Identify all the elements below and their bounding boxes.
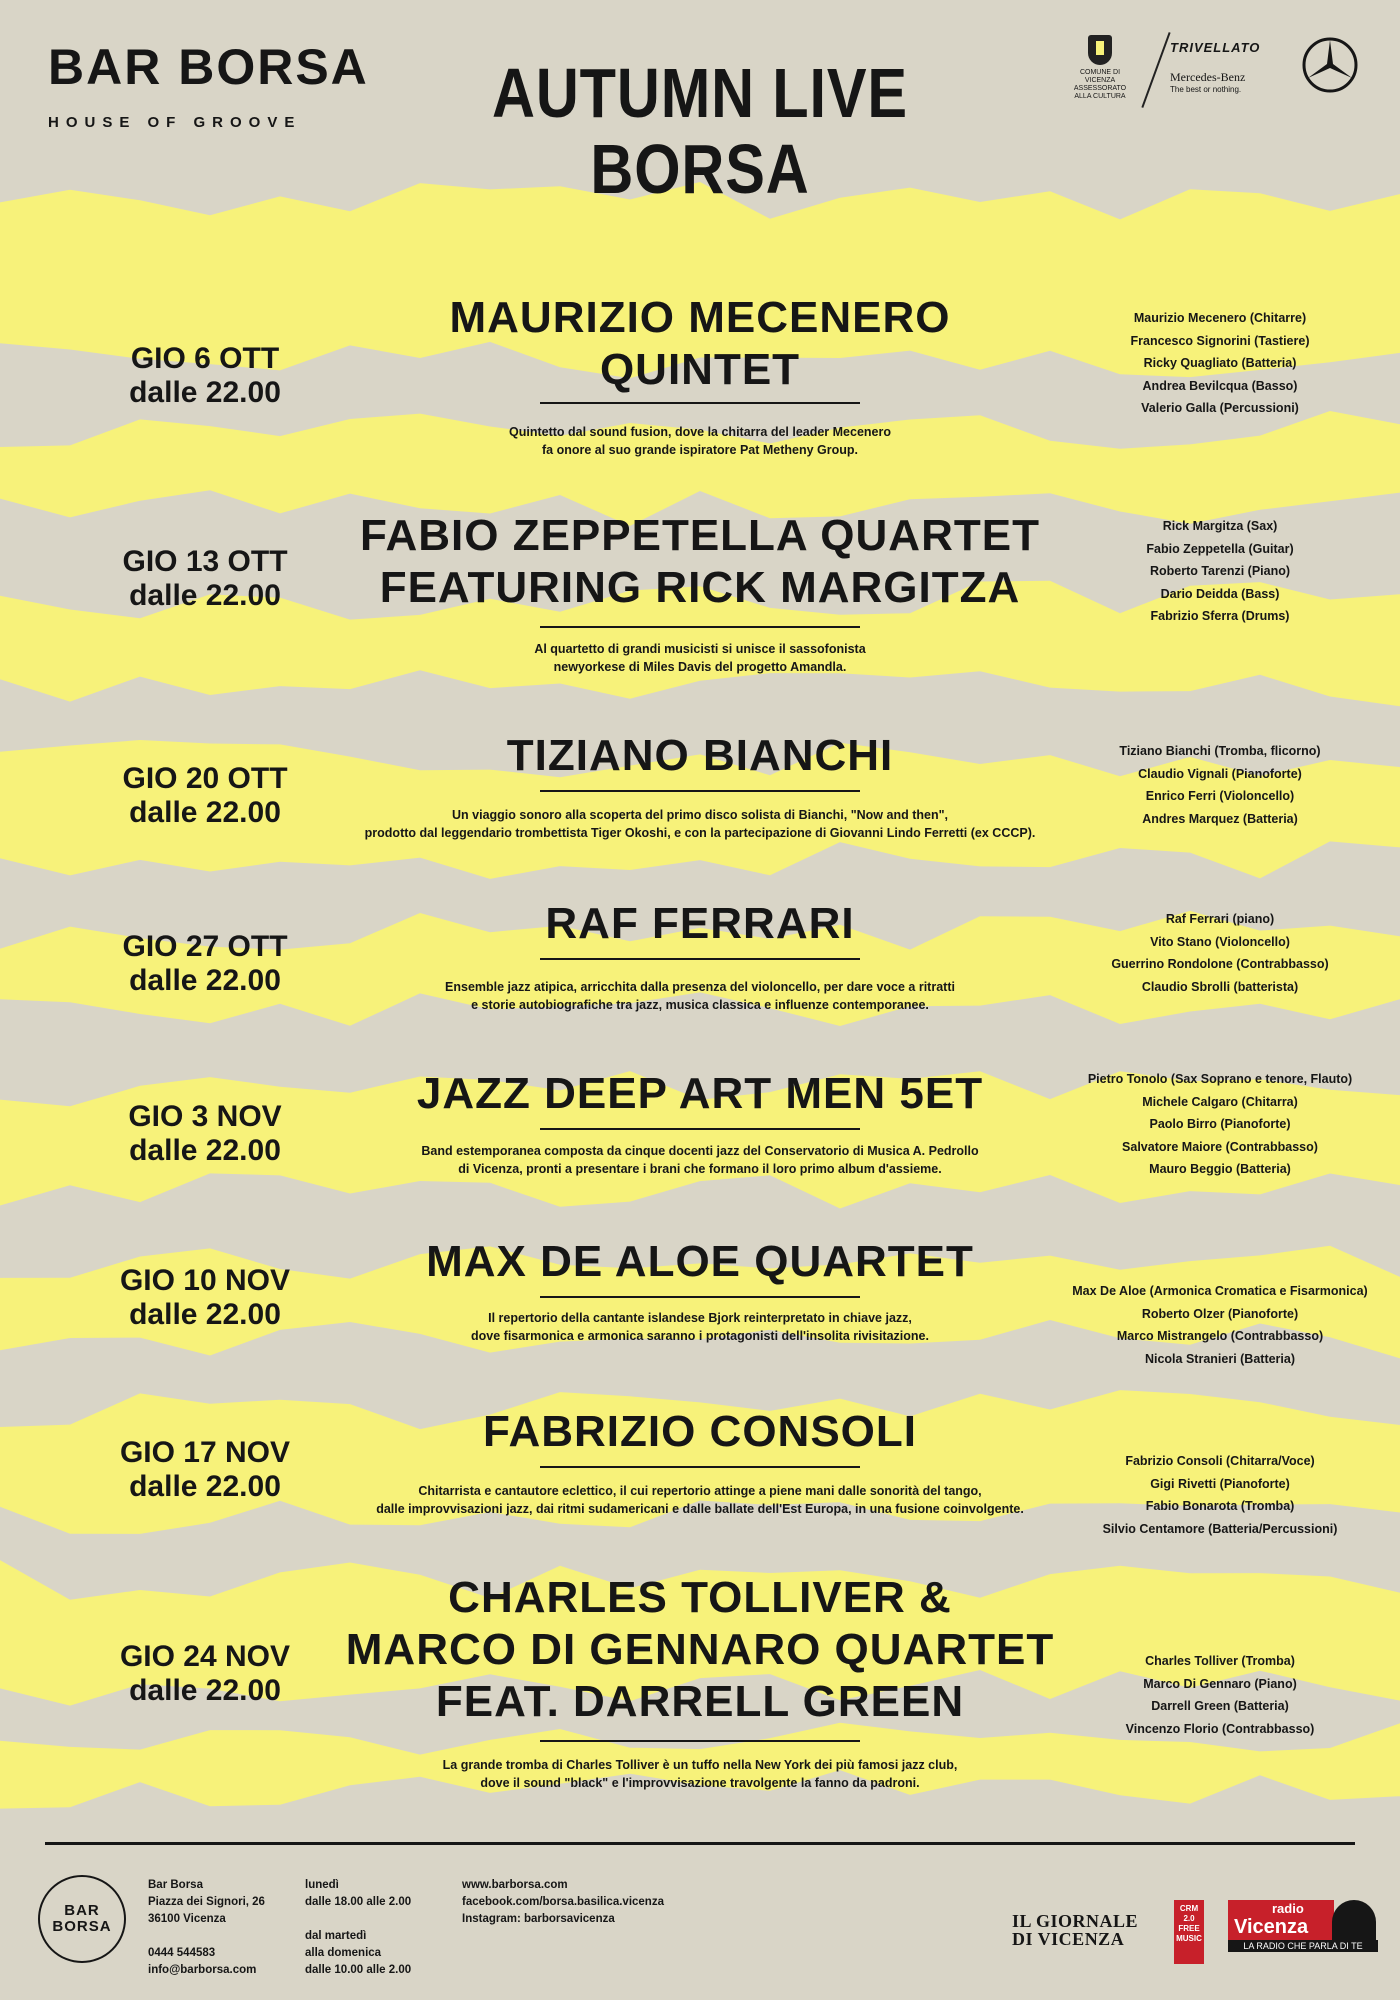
page-title bbox=[462, 55, 938, 207]
spacer bbox=[305, 1911, 411, 1928]
member: Marco Di Gennaro (Piano) bbox=[1143, 1676, 1297, 1691]
event-title bbox=[340, 1406, 1060, 1458]
member: Valerio Galla (Percussioni) bbox=[1141, 401, 1299, 416]
mercedes-star-icon bbox=[1300, 35, 1360, 95]
event-description bbox=[320, 1309, 1080, 1345]
stamp-line: BAR bbox=[64, 1902, 100, 1919]
event-title-line: MAX DE ALOE QUARTET bbox=[426, 1237, 974, 1286]
event-day: GIO 20 OTT bbox=[122, 762, 288, 795]
description-line: dalle improvvisazioni jazz, dai ritmi sudamericani e dalle ballate dell'Est Europa, in una fusione coinvolgente. bbox=[376, 1502, 1024, 1516]
page-title-line2: BORSA bbox=[590, 130, 810, 208]
member: Andres Marquez (Batteria) bbox=[1142, 811, 1298, 826]
member: Claudio Vignali (Pianoforte) bbox=[1138, 766, 1302, 781]
title-underline bbox=[540, 402, 860, 404]
description-line: Un viaggio sonoro alla scoperta del primo disco solista di Bianchi, "Now and then", bbox=[452, 808, 948, 822]
member: Enrico Ferri (Violoncello) bbox=[1145, 789, 1295, 804]
comune-vicenza-logo bbox=[1070, 35, 1130, 101]
phone-number: 0444 544583 bbox=[148, 1947, 216, 1959]
member: Fabio Bonarota (Tromba) bbox=[1145, 1499, 1295, 1514]
event-title bbox=[340, 1068, 1060, 1120]
trivellato-logo: TRIVELLATO bbox=[1170, 40, 1261, 55]
footer-divider bbox=[45, 1842, 1355, 1845]
description-line: dove fisarmonica e armonica saranno i protagonisti dell'insolita rivisitazione. bbox=[471, 1329, 929, 1343]
crm-line: FREE bbox=[1178, 1924, 1200, 1933]
member-list bbox=[1050, 1450, 1390, 1540]
event-day: GIO 24 NOV bbox=[119, 1640, 291, 1673]
event-title-line: JAZZ DEEP ART MEN 5ET bbox=[416, 1069, 984, 1118]
event-description bbox=[320, 806, 1080, 842]
event-description bbox=[320, 1756, 1080, 1792]
address-line: 36100 Vicenza bbox=[148, 1913, 226, 1925]
member: Roberto Olzer (Pianoforte) bbox=[1141, 1306, 1299, 1321]
comune-dept: ASSESSORATO ALLA CULTURA bbox=[1073, 85, 1127, 100]
event-description bbox=[320, 1482, 1080, 1518]
event-description bbox=[320, 978, 1080, 1014]
bar-borsa-stamp-logo bbox=[38, 1875, 126, 1963]
event-title bbox=[340, 1236, 1060, 1288]
radio-badge bbox=[1228, 1900, 1334, 1940]
event-title-line: FABIO ZEPPETELLA QUARTET bbox=[360, 511, 1040, 560]
giornale-line: IL GIORNALE bbox=[1012, 1911, 1139, 1931]
member-list bbox=[1050, 307, 1390, 420]
event-day: GIO 13 OTT bbox=[122, 545, 288, 578]
event-title-line: FEATURING RICK MARGITZA bbox=[379, 563, 1021, 612]
hours-line: dalle 18.00 alle 2.00 bbox=[305, 1896, 412, 1908]
crm-free-music-logo bbox=[1174, 1900, 1204, 1964]
member: Raf Ferrari (piano) bbox=[1165, 912, 1275, 926]
event-title bbox=[340, 510, 1060, 614]
spacer bbox=[148, 1928, 265, 1945]
member: Ricky Quagliato (Batteria) bbox=[1143, 356, 1297, 371]
hours-line: lunedì bbox=[305, 1879, 339, 1891]
member: Nicola Stranieri (Batteria) bbox=[1144, 1351, 1296, 1366]
member: Tiziano Bianchi (Tromba, flicorno) bbox=[1119, 744, 1321, 758]
description-line: Band estemporanea composta da cinque docenti jazz del Conservatorio di Musica A. Pedrollo bbox=[421, 1144, 979, 1158]
event-title-line: RAF FERRARI bbox=[545, 899, 855, 948]
website-link[interactable]: www.barborsa.com bbox=[462, 1879, 568, 1891]
event-title-line: FEAT. DARRELL GREEN bbox=[435, 1677, 965, 1726]
page-title-line1: AUTUMN LIVE bbox=[492, 54, 908, 132]
member-list bbox=[1050, 1650, 1390, 1740]
brand-logo: BAR BORSA bbox=[48, 39, 369, 95]
title-underline bbox=[540, 1128, 860, 1130]
event-day: GIO 10 NOV bbox=[119, 1264, 291, 1297]
event-description bbox=[320, 1142, 1080, 1178]
event-time: dalle 22.00 bbox=[129, 376, 281, 409]
member: Paolo Birro (Pianoforte) bbox=[1149, 1117, 1291, 1132]
event-title-line: CHARLES TOLLIVER & bbox=[448, 1573, 952, 1622]
brand-tagline: HOUSE OF GROOVE bbox=[48, 114, 302, 131]
giornale-line: DI VICENZA bbox=[1012, 1929, 1125, 1949]
radio-wave-icon bbox=[1332, 1900, 1376, 1940]
member: Fabio Zeppetella (Guitar) bbox=[1146, 541, 1294, 556]
event-title-line: QUINTET bbox=[599, 345, 801, 394]
description-line: newyorkese di Miles Davis del progetto Amandla. bbox=[553, 660, 847, 674]
crm-line: CRM bbox=[1179, 1904, 1199, 1913]
member: Rick Margitza (Sax) bbox=[1162, 519, 1278, 533]
stamp-text bbox=[40, 1903, 124, 1935]
hours-line: dalle 10.00 alle 2.00 bbox=[305, 1964, 412, 1976]
description-line: Al quartetto di grandi musicisti si unisce il sassofonista bbox=[534, 642, 866, 656]
event-date bbox=[80, 930, 330, 998]
event-title bbox=[340, 292, 1060, 396]
event-title-line: FABRIZIO CONSOLI bbox=[483, 1407, 917, 1456]
sponsor-divider bbox=[1141, 32, 1170, 108]
member-list bbox=[1050, 908, 1390, 998]
description-line: Il repertorio della cantante islandese Bjork reinterpretato in chiave jazz, bbox=[488, 1311, 912, 1325]
member: Guerrino Rondolone (Contrabbasso) bbox=[1111, 957, 1329, 972]
event-date bbox=[80, 1100, 330, 1168]
member-list bbox=[1050, 515, 1390, 628]
description-line: e storie autobiografiche tra jazz, musica classica e influenze contemporanee. bbox=[471, 998, 929, 1012]
title-underline bbox=[540, 1296, 860, 1298]
event-time: dalle 22.00 bbox=[129, 796, 281, 829]
address-line: Bar Borsa bbox=[148, 1879, 203, 1891]
footer-web bbox=[462, 1877, 664, 1928]
member: Silvio Centamore (Batteria/Percussioni) bbox=[1102, 1521, 1338, 1536]
facebook-link[interactable]: facebook.com/borsa.basilica.vicenza bbox=[462, 1896, 664, 1908]
sponsor-logos bbox=[1060, 30, 1380, 130]
event-title bbox=[340, 1572, 1060, 1728]
event-time: dalle 22.00 bbox=[129, 1298, 281, 1331]
description-line: La grande tromba di Charles Tolliver è un tuffo nella New York dei più famosi jazz club, bbox=[442, 1758, 958, 1772]
member: Vincenzo Florio (Contrabbasso) bbox=[1125, 1721, 1315, 1736]
member-list bbox=[1050, 1068, 1390, 1181]
member: Vito Stano (Violoncello) bbox=[1150, 934, 1290, 949]
event-day: GIO 27 OTT bbox=[122, 930, 288, 963]
event-date bbox=[80, 342, 330, 410]
event-day: GIO 17 NOV bbox=[119, 1436, 291, 1469]
mercedes-tagline: The best or nothing. bbox=[1170, 85, 1242, 94]
event-date bbox=[80, 1436, 330, 1504]
radio-vicenza-logo bbox=[1228, 1900, 1378, 1951]
event-description bbox=[320, 640, 1080, 676]
description-line: prodotto dal leggendario trombettista Tiger Okoshi, e con la partecipazione di Giovanni Lindo Ferretti (ex CCCP). bbox=[364, 826, 1036, 840]
event-title-line: MAURIZIO MECENERO bbox=[449, 293, 951, 342]
event-time: dalle 22.00 bbox=[129, 964, 281, 997]
event-date bbox=[80, 545, 330, 613]
crest-icon bbox=[1088, 35, 1112, 65]
event-description bbox=[320, 423, 1080, 459]
event-time: dalle 22.00 bbox=[129, 1470, 281, 1503]
event-title bbox=[340, 898, 1060, 950]
radio-tagline: LA RADIO CHE PARLA DI TE bbox=[1228, 1940, 1378, 1952]
event-day: GIO 6 OTT bbox=[130, 342, 280, 375]
title-underline bbox=[540, 958, 860, 960]
hours-line: dal martedì bbox=[305, 1930, 367, 1942]
member: Fabrizio Sferra (Drums) bbox=[1150, 609, 1290, 624]
event-time: dalle 22.00 bbox=[129, 1134, 281, 1167]
title-underline bbox=[540, 1740, 860, 1742]
email-link[interactable]: info@barborsa.com bbox=[148, 1964, 257, 1976]
member: Francesco Signorini (Tastiere) bbox=[1130, 333, 1310, 348]
description-line: Quintetto dal sound fusion, dove la chitarra del leader Mecenero bbox=[508, 425, 892, 439]
footer-hours bbox=[305, 1877, 411, 1979]
title-underline bbox=[540, 790, 860, 792]
member: Max De Aloe (Armonica Cromatica e Fisarmonica) bbox=[1072, 1284, 1368, 1298]
radio-city: Vicenza bbox=[1234, 1916, 1309, 1938]
giornale-di-vicenza-logo bbox=[1012, 1912, 1138, 1948]
address-line: Piazza dei Signori, 26 bbox=[148, 1896, 265, 1908]
member: Maurizio Mecenero (Chitarre) bbox=[1133, 311, 1307, 325]
event-title bbox=[340, 730, 1060, 782]
event-title-line: TIZIANO BIANCHI bbox=[506, 731, 894, 780]
member-list bbox=[1050, 1280, 1390, 1370]
member: Pietro Tonolo (Sax Soprano e tenore, Flauto) bbox=[1087, 1072, 1353, 1086]
description-line: dove il sound "black" e l'improvvisazione travolgente la fanno da padroni. bbox=[480, 1776, 920, 1790]
event-date bbox=[80, 1640, 330, 1708]
event-time: dalle 22.00 bbox=[129, 579, 281, 612]
member: Darrell Green (Batteria) bbox=[1151, 1699, 1289, 1714]
member: Roberto Tarenzi (Piano) bbox=[1149, 564, 1291, 579]
title-underline bbox=[540, 626, 860, 628]
radio-word: radio bbox=[1272, 1901, 1304, 1916]
member: Marco Mistrangelo (Contrabbasso) bbox=[1116, 1329, 1324, 1344]
description-line: fa onore al suo grande ispiratore Pat Metheny Group. bbox=[541, 443, 859, 457]
event-date bbox=[80, 762, 330, 830]
member: Fabrizio Consoli (Chitarra/Voce) bbox=[1125, 1454, 1315, 1468]
stamp-line: BORSA bbox=[52, 1918, 112, 1935]
crm-line: 2.0 bbox=[1183, 1914, 1195, 1923]
member: Andrea Bevilcqua (Basso) bbox=[1142, 378, 1298, 393]
member: Claudio Sbrolli (batterista) bbox=[1141, 979, 1299, 994]
event-day: GIO 3 NOV bbox=[128, 1100, 282, 1133]
description-line: di Vicenza, pronti a presentare i brani che formano il loro primo album d'assieme. bbox=[458, 1162, 942, 1176]
hours-line: alla domenica bbox=[305, 1947, 382, 1959]
instagram-link[interactable]: Instagram: barborsavicenza bbox=[462, 1913, 615, 1925]
event-title-line: MARCO DI GENNARO QUARTET bbox=[345, 1625, 1055, 1674]
comune-name: COMUNE DI VICENZA bbox=[1079, 69, 1121, 84]
title-underline bbox=[540, 1466, 860, 1468]
event-time: dalle 22.00 bbox=[129, 1674, 281, 1707]
member: Salvatore Maiore (Contrabbasso) bbox=[1122, 1139, 1318, 1154]
footer-address bbox=[148, 1877, 265, 1979]
description-line: Ensemble jazz atipica, arricchita dalla presenza del violoncello, per dare voce a ritratti bbox=[445, 980, 955, 994]
member: Dario Deidda (Bass) bbox=[1160, 586, 1280, 601]
mercedes-name: Mercedes-Benz bbox=[1170, 70, 1246, 84]
member: Gigi Rivetti (Pianoforte) bbox=[1150, 1476, 1290, 1491]
crm-line: MUSIC bbox=[1176, 1934, 1202, 1943]
member: Michele Calgaro (Chitarra) bbox=[1142, 1094, 1298, 1109]
description-line: Chitarrista e cantautore eclettico, il cui repertorio attinge a piene mani dalle sonorità del tango, bbox=[418, 1484, 982, 1498]
member-list bbox=[1050, 740, 1390, 830]
member: Charles Tolliver (Tromba) bbox=[1145, 1654, 1295, 1668]
member: Mauro Beggio (Batteria) bbox=[1149, 1162, 1291, 1177]
event-date bbox=[80, 1264, 330, 1332]
